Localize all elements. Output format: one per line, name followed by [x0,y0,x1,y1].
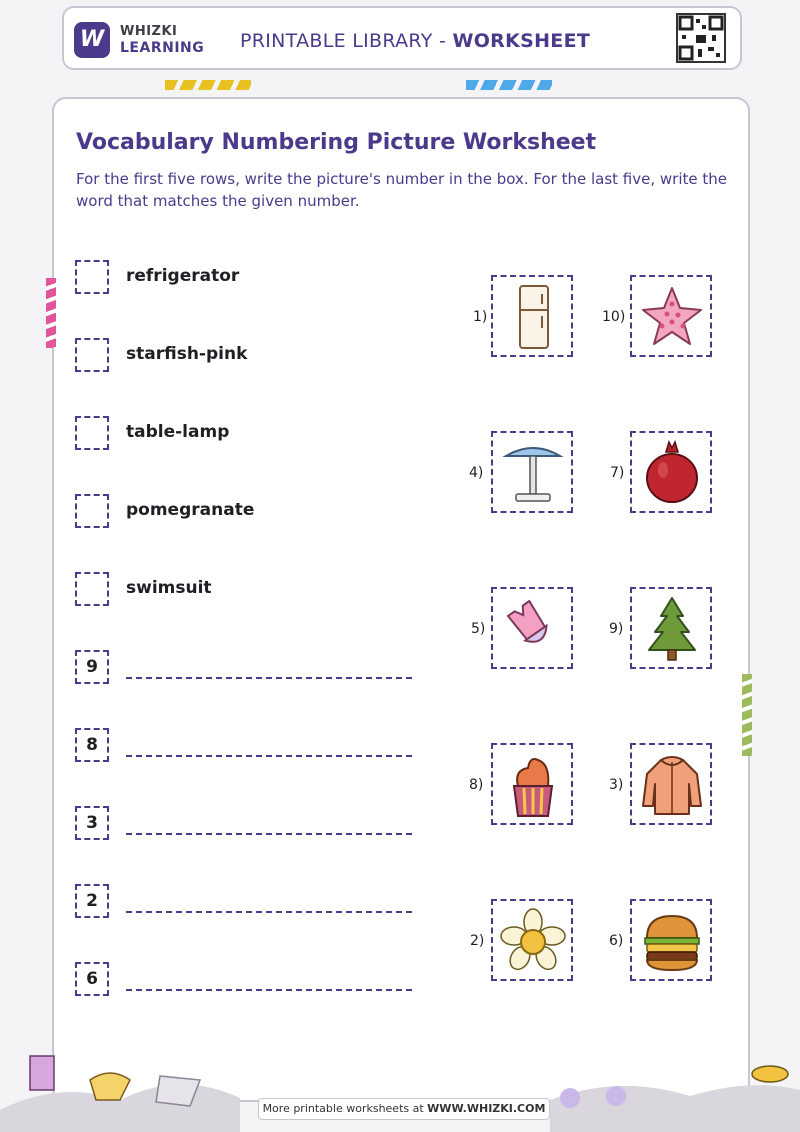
picture-frame [630,431,712,513]
answer-box[interactable] [75,416,109,450]
picture-number: 2) [470,933,485,949]
footer-text: More printable worksheets at [262,1102,428,1115]
worksheet-title: Vocabulary Numbering Picture Worksheet [76,130,597,155]
table-lamp-icon [498,438,568,508]
picture-frame [630,743,712,825]
picture-frame [630,275,712,357]
worksheet-instructions: For the first five rows, write the picture's number in the box. For the last five, write the word that matches the given number. [76,170,727,210]
starfish-icon [637,282,707,352]
answer-box[interactable] [75,338,109,372]
given-number-box: 8 [75,728,109,762]
picture-number: 9) [609,621,624,637]
decor-side-pink [46,278,56,348]
qr-code-icon [676,13,726,63]
picture-frame [491,587,573,669]
tree-icon [637,594,707,664]
pomegranate-icon [637,438,707,508]
vocab-word: table-lamp [126,422,230,442]
answer-box[interactable] [75,494,109,528]
vocab-word: starfish-pink [126,344,248,364]
picture-number: 4) [469,465,484,481]
header-title-prefix: PRINTABLE LIBRARY - [240,30,453,52]
swimsuit-icon [498,594,568,664]
header-title-bold: WORKSHEET [452,30,591,52]
flower-icon [498,906,568,976]
given-number-box: 2 [75,884,109,918]
refrigerator-icon [498,282,568,352]
vocab-word: swimsuit [126,578,212,598]
answer-box[interactable] [75,572,109,606]
footer-banner [258,1098,550,1120]
answer-line[interactable] [126,989,412,991]
burger-icon [637,906,707,976]
picture-number: 6) [609,933,624,949]
decor-stripe-yellow [165,80,251,90]
picture-number: 5) [471,621,486,637]
given-number-box: 9 [75,650,109,684]
brand-subtitle: LEARNING [120,40,205,56]
answer-box[interactable] [75,260,109,294]
brand-name: WHIZKI [120,24,178,39]
jacket-icon [637,750,707,820]
picture-frame [491,899,573,981]
given-number-box: 3 [75,806,109,840]
vocab-word: refrigerator [126,266,240,286]
answer-line[interactable] [126,755,412,757]
picture-frame [630,587,712,669]
whizki-logo-icon: W [74,22,110,58]
picture-number: 7) [610,465,625,481]
picture-frame [491,431,573,513]
decor-stripe-blue [466,80,552,90]
header-title [240,30,590,52]
cupcake-icon [498,750,568,820]
picture-number: 3) [609,777,624,793]
answer-line[interactable] [126,833,412,835]
picture-number: 8) [469,777,484,793]
decor-side-green [742,674,752,756]
answer-line[interactable] [126,911,412,913]
picture-number: 10) [602,309,626,325]
vocab-word: pomegranate [126,500,255,520]
answer-line[interactable] [126,677,412,679]
picture-frame [491,275,573,357]
picture-frame [630,899,712,981]
given-number-box: 6 [75,962,109,996]
picture-number: 1) [473,309,488,325]
picture-frame [491,743,573,825]
footer-link[interactable]: WWW.WHIZKI.COM [427,1102,546,1115]
